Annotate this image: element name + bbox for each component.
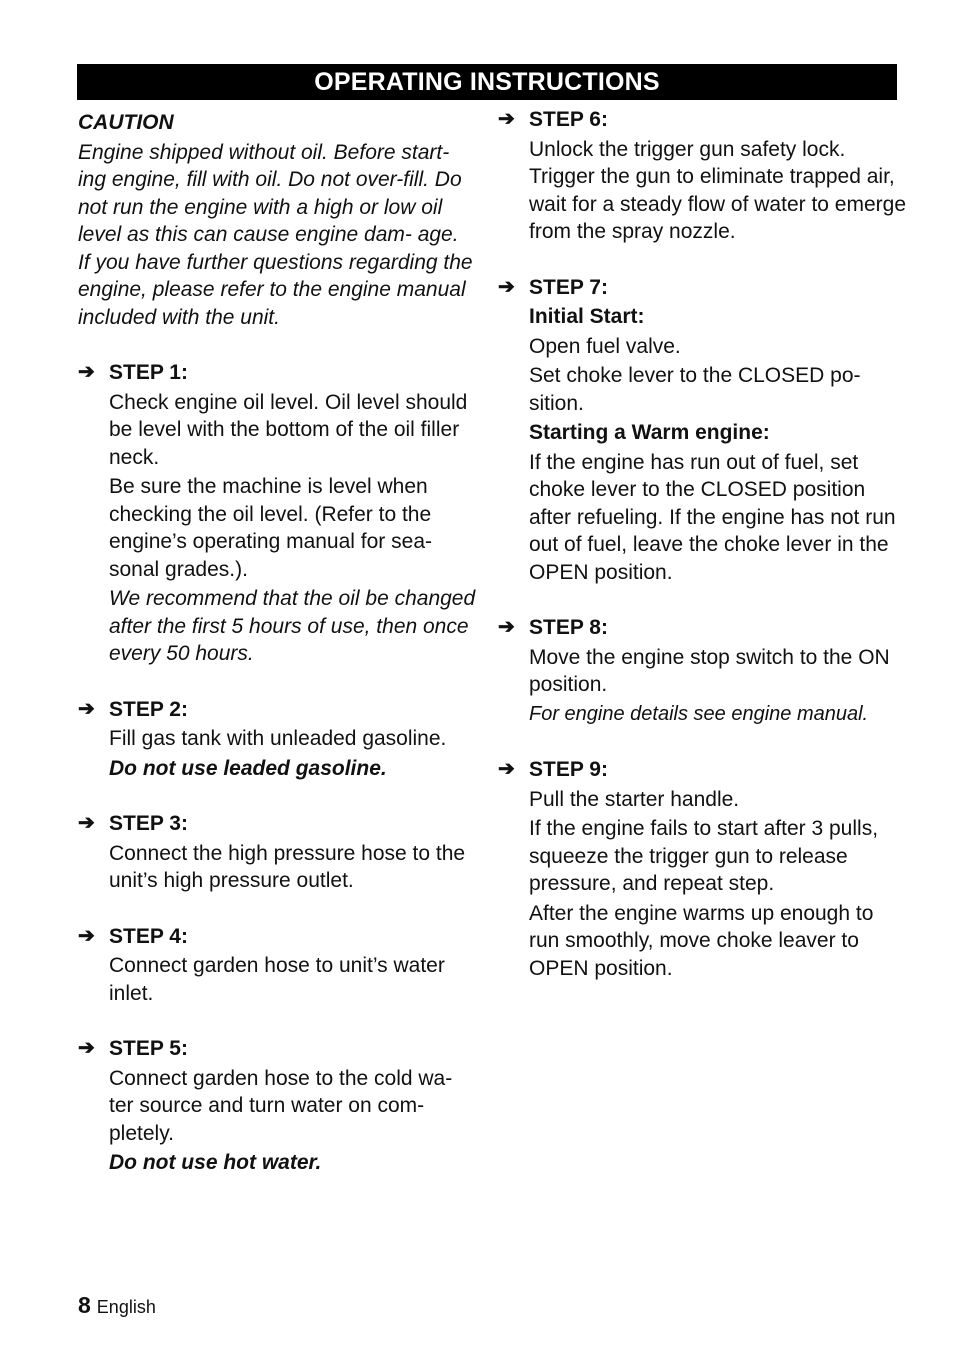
caution-block [78,109,478,331]
step-3-label: STEP 3: [109,812,188,835]
left-column [78,104,478,1177]
step-1-text-2: Be sure the machine is level when checking the oil level. (Refer to the engine’s operating manual for sea- sonal grades.). [109,475,432,581]
step-3-text: Connect the high pressure hose to the unit’s high pressure outlet. [109,841,466,892]
page-footer [78,1292,156,1319]
step-7-text-2: Set choke lever to the CLOSED po- sition. [529,364,861,415]
arrow-right-icon: ➔ [78,812,95,834]
arrow-right-icon: ➔ [78,924,95,947]
section-title-banner [77,64,897,100]
step-1 [78,359,478,668]
arrow-right-icon: ➔ [78,1037,95,1059]
caution-text-2: If you have further questions regarding the engine, please refer to the engine manual included with the unit. [78,250,473,329]
step-9 [498,756,908,982]
arrow-right-icon: ➔ [498,108,515,130]
step-9-text-1: Pull the starter handle. [529,787,740,811]
step-7-text-1: Open fuel valve. [529,334,681,358]
step-1-label: STEP 1: [109,361,188,384]
page-number: 8 [78,1292,91,1318]
step-5 [78,1035,478,1177]
right-column [498,106,908,982]
step-8-note: For engine details see engine manual. [529,702,869,725]
step-2 [78,696,478,783]
step-2-label: STEP 2: [109,697,188,721]
step-1-note: We recommend that the oil be changed after the first 5 hours of use, then once every 50 hours. [109,587,476,665]
step-9-label: STEP 9: [529,758,608,781]
step-7 [498,274,908,587]
step-5-warning: Do not use hot water. [109,1151,322,1174]
arrow-right-icon: ➔ [498,616,515,638]
step-8 [498,614,908,728]
step-7-subheading-initial: Initial Start: [529,305,645,328]
caution-text-1: Engine shipped without oil. Before start- ing engine, fill with oil. Do not over-fill. Do not run the engine with a high or low oil level as this can cause engine dam- age. [78,140,462,246]
step-7-text-3: If the engine has run out of fuel, set choke lever to the CLOSED position after refueling. If the engine has not run out of fuel, leave the choke lever in the OPEN position. [529,450,896,584]
step-2-warning: Do not use leaded gasoline. [109,756,387,780]
step-8-text: Move the engine stop switch to the ON position. [529,645,890,696]
step-2-text: Fill gas tank with unleaded gasoline. [109,727,447,750]
arrow-right-icon: ➔ [498,275,515,298]
step-9-text-3: After the engine warms up enough to run smoothly, move choke leaver to OPEN position. [529,901,874,980]
section-title: OPERATING INSTRUCTIONS [314,67,660,96]
step-5-label: STEP 5: [109,1037,188,1060]
step-6 [498,106,908,246]
arrow-right-icon: ➔ [78,361,95,383]
arrow-right-icon: ➔ [78,697,95,720]
page-language: English [96,1297,156,1317]
step-6-label: STEP 6: [529,108,608,131]
step-4 [78,923,478,1008]
step-4-text: Connect garden hose to unit’s water inlet. [109,954,445,1005]
step-4-label: STEP 4: [109,924,188,948]
step-8-label: STEP 8: [529,616,608,639]
step-7-label: STEP 7: [529,275,608,299]
step-9-text-2: If the engine fails to start after 3 pulls, squeeze the trigger gun to release pressure, and repeat step. [529,817,879,895]
step-3 [78,810,478,895]
step-6-text: Unlock the trigger gun safety lock. Trigger the gun to eliminate trapped air, wait for a steady flow of water to emerge from the spray nozzle. [529,137,907,243]
caution-title: CAUTION [78,111,174,134]
step-5-text: Connect garden hose to the cold wa- ter source and turn water on com- pletely. [109,1066,453,1145]
step-7-subheading-warm: Starting a Warm engine: [529,421,770,444]
arrow-right-icon: ➔ [498,758,515,780]
step-1-text-1: Check engine oil level. Oil level should be level with the bottom of the oil filler neck. [109,390,468,469]
